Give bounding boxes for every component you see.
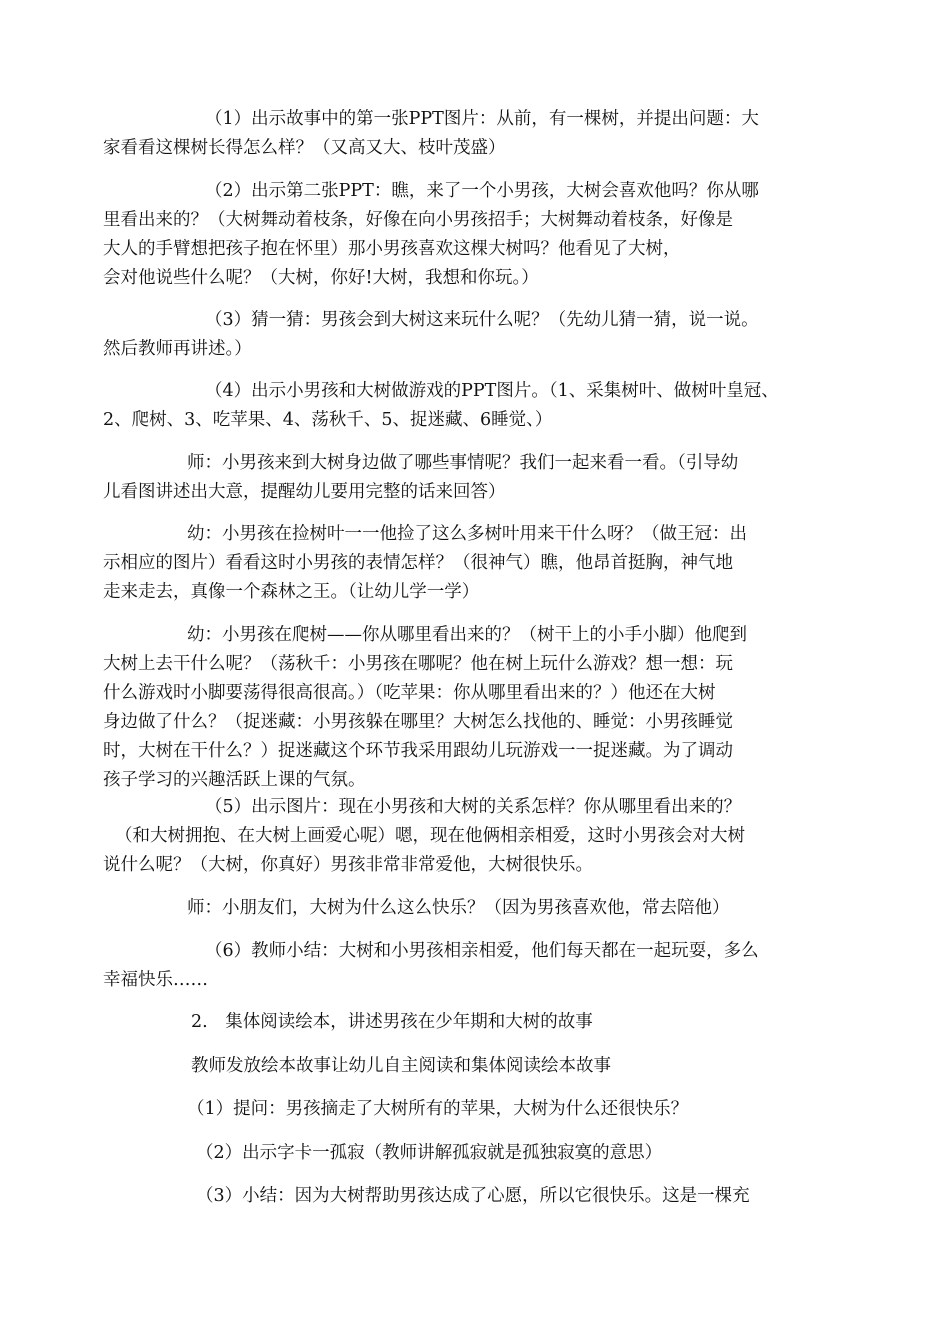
paragraph-conclusion — [103, 1182, 848, 1211]
text-line: 说什么呢？（大树，你真好）男孩非常非常爱他，大树很快乐。 — [103, 855, 593, 875]
text-line: 里看出来的？（大树舞动着枝条，好像在向小男孩招手；大树舞动着枝条，好像是 — [103, 210, 733, 230]
text-line: 身边做了什么？（捉迷藏：小男孩躲在哪里？大树怎么找他的、睡觉：小男孩睡觉 — [103, 712, 733, 732]
text-line: 2. 集体阅读绘本，讲述男孩在少年期和大树的故事 — [191, 1012, 593, 1032]
text-line: 会对他说些什么呢？（大树，你好!大树，我想和你玩。） — [103, 268, 539, 288]
text-line: 示相应的图片）看看这时小男孩的表情怎样？（很神气）瞧，他昂首挺胸，神气地 — [103, 553, 733, 573]
paragraph-ppt-2 — [103, 177, 848, 293]
text-line: 大人的手臂想把孩子抱在怀里）那小男孩喜欢这棵大树吗？他看见了大树， — [103, 239, 681, 259]
text-line: 幼：小男孩在爬树——你从哪里看出来的？（树干上的小手小脚）他爬到 — [187, 625, 747, 645]
text-line: （6）教师小结：大树和小男孩相亲相爱，他们每天都在一起玩耍，多么 — [205, 941, 759, 961]
paragraph-reading — [103, 1052, 848, 1081]
text-line: （2）出示字卡一孤寂（教师讲解孤寂就是孤独寂寞的意思） — [196, 1143, 663, 1163]
text-line: （2）出示第二张PPT：瞧，来了一个小男孩，大树会喜欢他吗？你从哪 — [205, 181, 759, 201]
text-line: （1）出示故事中的第一张PPT图片：从前，有一棵树，并提出问题：大 — [205, 109, 759, 129]
text-line: 幼：小男孩在捡树叶一一他捡了这么多树叶用来干什么呀？（做王冠：出 — [187, 524, 747, 544]
text-line: 大树上去干什么呢？（荡秋千：小男孩在哪呢？他在树上玩什么游戏？想一想：玩 — [103, 654, 733, 674]
text-line: 什么游戏时小脚要荡得很高很高。）（吃苹果：你从哪里看出来的？）他还在大树 — [103, 683, 716, 703]
paragraph-word-card — [103, 1139, 848, 1168]
text-line: 走来走去，真像一个森林之王。（让幼儿学一学） — [103, 582, 480, 602]
text-line: 家看看这棵树长得怎么样？（又高又大、枝叶茂盛） — [103, 138, 506, 158]
paragraph-games — [103, 377, 848, 435]
paragraph-ppt-5 — [103, 793, 848, 880]
text-line: 孩子学习的兴趣活跃上课的气氛。 — [103, 770, 366, 790]
paragraph-question — [103, 1095, 848, 1124]
paragraph-summary — [103, 937, 848, 995]
text-line: （3）小结：因为大树帮助男孩达成了心愿，所以它很快乐。这是一棵充 — [196, 1186, 750, 1206]
text-line: （4）出示小男孩和大树做游戏的PPT图片。（1、采集树叶、做树叶皇冠、 — [205, 381, 779, 401]
text-line: 师：小朋友们，大树为什么这么快乐？（因为男孩喜欢他，常去陪他） — [187, 898, 730, 918]
text-line: 2、爬树、3、吃苹果、4、荡秋千、5、捉迷藏、6睡觉、） — [103, 410, 553, 430]
text-line: （和大树拥抱、在大树上画爱心呢）嗯，现在他俩相亲相爱，这时小男孩会对大树 — [115, 826, 745, 846]
paragraph-teacher-2 — [103, 894, 848, 923]
paragraph-ppt-1 — [103, 105, 848, 163]
text-line: 然后教师再讲述。） — [103, 339, 252, 359]
paragraph-child-2 — [103, 621, 848, 795]
text-line: （3）猜一猜：男孩会到大树这来玩什么呢？（先幼儿猜一猜，说一说。 — [205, 310, 759, 330]
text-line: 教师发放绘本故事让幼儿自主阅读和集体阅读绘本故事 — [191, 1056, 611, 1076]
paragraph-teacher-1 — [103, 449, 848, 507]
paragraph-section-2 — [103, 1008, 848, 1037]
text-line: 儿看图讲述出大意，提醒幼儿要用完整的话来回答） — [103, 482, 506, 502]
text-line: 师：小男孩来到大树身边做了哪些事情呢？我们一起来看一看。（引导幼 — [187, 453, 739, 473]
text-line: （1）提问：男孩摘走了大树所有的苹果，大树为什么还很快乐？ — [187, 1099, 689, 1119]
paragraph-child-1 — [103, 520, 848, 607]
paragraph-guess — [103, 306, 848, 364]
text-line: （5）出示图片：现在小男孩和大树的关系怎样？你从哪里看出来的？ — [205, 797, 742, 817]
text-line: 幸福快乐…… — [103, 970, 208, 990]
text-line: 时，大树在干什么？）捉迷藏这个环节我采用跟幼儿玩游戏一一捉迷藏。为了调动 — [103, 741, 733, 761]
